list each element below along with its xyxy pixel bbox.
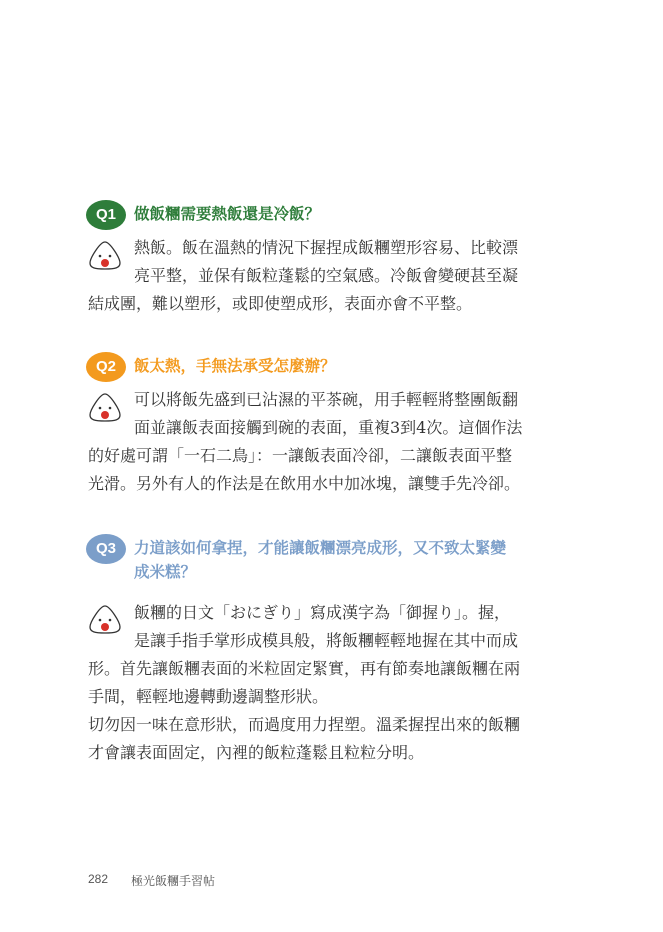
q2-badge: Q2 — [86, 352, 126, 382]
answer-line: 面並讓飯表面接觸到碗的表面，重複3到4次。這個作法 — [134, 418, 523, 437]
answer-line: 飯糰的日文「おにぎり」寫成漢字為「御握り」。握， — [134, 603, 511, 622]
onigiri-answer-icon — [88, 240, 122, 270]
answer-line: 是讓手指手掌形成模具般，將飯糰輕輕地握在其中而成 — [134, 631, 519, 650]
q3-badge: Q3 — [86, 534, 126, 564]
book-title: 極光飯糰手習帖 — [131, 874, 216, 888]
page-footer — [88, 872, 216, 888]
onigiri-answer-icon — [88, 604, 122, 634]
answer-line: 切勿因一味在意形狀，而過度用力捏塑。溫柔握捏出來的飯糰 — [88, 715, 521, 734]
onigiri-answer-icon — [88, 392, 122, 422]
answer-line: 手間，輕輕地邊轉動邊調整形狀。 — [88, 687, 329, 706]
answer-line: 熱飯。飯在溫熱的情況下握捏成飯糰塑形容易、比較漂 — [134, 238, 519, 257]
question-title: 力道該如何拿捏，才能讓飯糰漂亮成形，又不致太緊變 — [134, 539, 507, 557]
question-title: 飯太熱，手無法承受怎麼辦？ — [134, 357, 336, 375]
answer-line: 的好處可謂「一石二鳥」：一讓飯表面冷卻，二讓飯表面平整 — [88, 446, 513, 465]
answer-line: 可以將飯先盛到已沾濕的平茶碗，用手輕輕將整團飯翻 — [134, 390, 519, 409]
question-title-cont: 成米糕？ — [134, 563, 197, 581]
answer-line: 才會讓表面固定，內裡的飯粒蓬鬆且粒粒分明。 — [88, 743, 425, 762]
answer-line: 亮平整，並保有飯粒蓬鬆的空氣感。冷飯會變硬甚至凝 — [134, 266, 519, 285]
answer-line: 形。首先讓飯糰表面的米粒固定緊實，再有節奏地讓飯糰在兩 — [88, 659, 521, 678]
answer-line: 光滑。另外有人的作法是在飲用水中加冰塊，讓雙手先冷卻。 — [88, 474, 521, 493]
answer-line: 結成團，難以塑形，或即使塑成形，表面亦會不平整。 — [88, 294, 473, 313]
q1-badge: Q1 — [86, 200, 126, 230]
question-title: 做飯糰需要熱飯還是冷飯？ — [134, 205, 321, 223]
page-number: 282 — [88, 872, 109, 886]
